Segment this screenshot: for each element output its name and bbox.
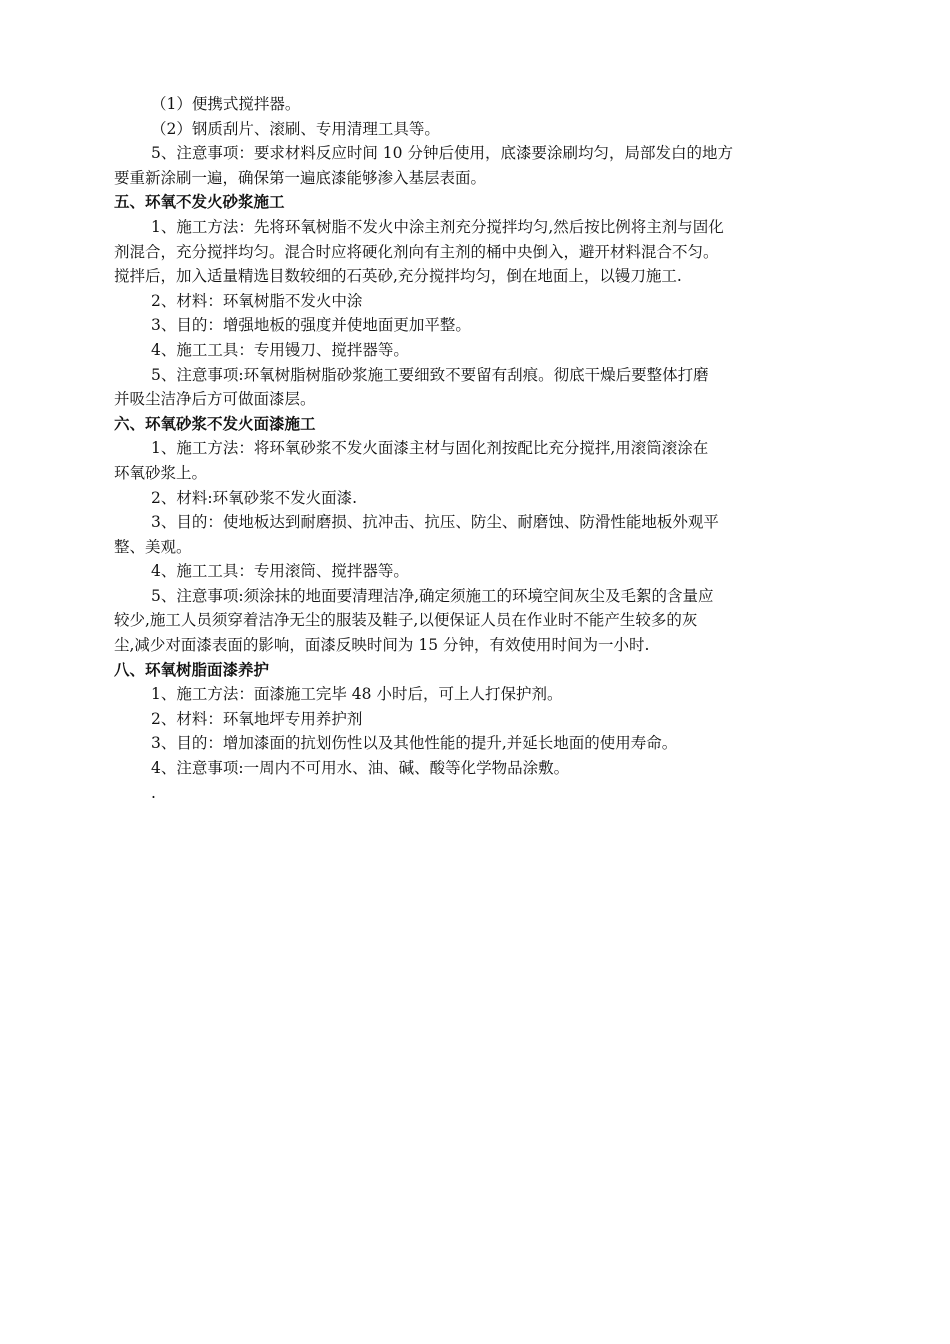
section-8-purpose: 3、目的：增加漆面的抗划伤性以及其他性能的提升,并延长地面的使用寿命。 bbox=[151, 734, 678, 753]
document-body bbox=[114, 92, 874, 805]
section-8-title: 八、环氧树脂面漆养护 bbox=[114, 660, 270, 679]
section-8-material: 2、材料：环氧地坪专用养护剂 bbox=[151, 709, 363, 728]
section-6-notes-line-1: 5、注意事项:须涂抹的地面要清理洁净,确定须施工的环境空间灰尘及毛絮的含量应 bbox=[151, 586, 714, 605]
section-8-notes: 4、注意事项:一周内不可用水、油、碱、酸等化学物品涂敷。 bbox=[151, 759, 570, 778]
section-5-tools: 4、施工工具：专用镘刀、搅拌器等。 bbox=[151, 340, 409, 359]
section-5-method-line-3: 搅拌后，加入适量精选目数较细的石英砂,充分搅拌均匀，倒在地面上，以镘刀施工. bbox=[114, 267, 682, 286]
section-8-method: 1、施工方法：面漆施工完毕 48 小时后，可上人打保护剂。 bbox=[151, 685, 563, 704]
section-5-method-line-2: 剂混合，充分搅拌均匀。混合时应将硬化剂向有主剂的桶中央倒入，避开材料混合不匀。 bbox=[114, 242, 719, 261]
section-6-material: 2、材料:环氧砂浆不发火面漆. bbox=[151, 488, 358, 507]
section-6-purpose-line-2: 整、美观。 bbox=[114, 537, 192, 556]
section-5-notes-line-1: 5、注意事项:环氧树脂树脂砂浆施工要细致不要留有刮痕。彻底干燥后要整体打磨 bbox=[151, 365, 709, 384]
tool-item-1: （1）便携式搅拌器。 bbox=[151, 95, 301, 113]
section-6-tools: 4、施工工具：专用滚筒、搅拌器等。 bbox=[151, 562, 409, 581]
section-6-notes-line-3: 尘,减少对面漆表面的影响，面漆反映时间为 15 分钟，有效使用时间为一小时. bbox=[114, 636, 650, 655]
section-6-notes-line-2: 较少,施工人员须穿着洁净无尘的服装及鞋子,以便保证人员在作业时不能产生较多的灰 bbox=[114, 611, 698, 630]
tool-item-2: （2）钢质刮片、滚刷、专用清理工具等。 bbox=[151, 119, 440, 138]
section-5-notes-line-2: 并吸尘洁净后方可做面漆层。 bbox=[114, 390, 316, 409]
section-6-method-line-1: 1、施工方法：将环氧砂浆不发火面漆主材与固化剂按配比充分搅拌,用滚筒滚涂在 bbox=[151, 439, 709, 458]
primer-note-line-2: 要重新涂刷一遍，确保第一遍底漆能够渗入基层表面。 bbox=[114, 168, 487, 187]
section-5-method-line-1: 1、施工方法：先将环氧树脂不发火中涂主剂充分搅拌均匀,然后按比例将主剂与固化 bbox=[151, 217, 724, 236]
trailing-mark: . bbox=[151, 783, 156, 802]
section-5-purpose: 3、目的：增强地板的强度并使地面更加平整。 bbox=[151, 316, 471, 335]
section-5-material: 2、材料：环氧树脂不发火中涂 bbox=[151, 291, 363, 310]
section-6-title: 六、环氧砂浆不发火面漆施工 bbox=[114, 414, 316, 433]
primer-note-line-1: 5、注意事项：要求材料反应时间 10 分钟后使用，底漆要涂刷均匀，局部发白的地方 bbox=[151, 144, 733, 163]
section-5-title: 五、环氧不发火砂浆施工 bbox=[114, 193, 285, 212]
section-6-method-line-2: 环氧砂浆上。 bbox=[114, 463, 208, 482]
section-6-purpose-line-1: 3、目的：使地板达到耐磨损、抗冲击、抗压、防尘、耐磨蚀、防滑性能地板外观平 bbox=[151, 513, 719, 532]
